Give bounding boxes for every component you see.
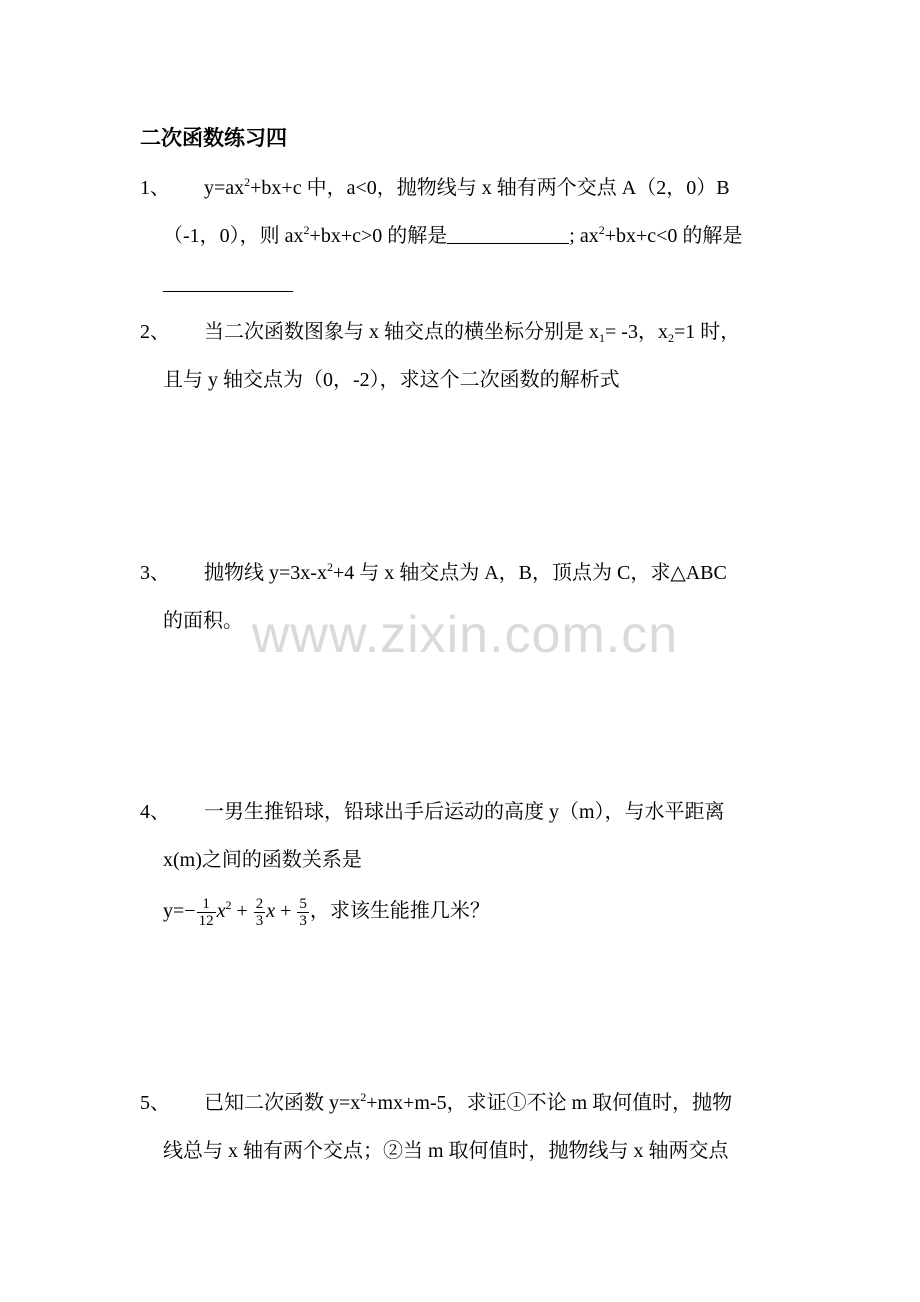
question-5-number: 5、 (140, 1092, 170, 1114)
page-title: 二次函数练习四 (140, 126, 287, 150)
question-3-line-1: 抛物线 $y=3x-x^2+4$ 与 x 轴交点为 A，B，顶点为 C，求△ABC (204, 560, 727, 584)
answer-blank-1[interactable] (447, 225, 569, 244)
answer-blank-2[interactable] (163, 273, 293, 292)
question-1-line-2: （-1，0），则 $ax^2+bx+c>0$ 的解是 ; $ax^2+bx+c<0$ 的解是 (163, 223, 743, 247)
question-5-line-2: 线总与 x 轴有两个交点；②当 m 取何值时，抛物线与 x 轴两交点 (163, 1140, 729, 1162)
question-3-number: 3、 (140, 562, 170, 584)
watermark: www.zixin.com.cn (251, 606, 679, 664)
question-4-line-1: 一男生推铅球，铅球出手后运动的高度 y（m），与水平距离 (204, 801, 725, 823)
question-4-number: 4、 (140, 801, 170, 823)
fraction-5-3: $\frac{5}{3}$ (299, 895, 307, 929)
question-2-line-2: 且与 y 轴交点为（0，-2），求这个二次函数的解析式 (163, 369, 620, 391)
question-1-line-1: $y=ax^2+bx+c$ 中，a<0，抛物线与 x 轴有两个交点 A（2，0）B (204, 175, 730, 199)
fraction-2-3: $\frac{2}{3}$ (255, 895, 264, 929)
question-1-line-3 (163, 272, 293, 296)
question-4-formula-line: y=− $\frac{1}{12}$ $x^2$ + $\frac{2}{3}$ x + $\frac{5}{3}$ ，求该生能推几米？ (163, 895, 490, 929)
question-2-number: 2、 (140, 321, 170, 343)
question-4-line-2: x(m)之间的函数关系是 (163, 849, 362, 871)
question-1-number: 1、 (140, 177, 170, 199)
fraction-1-12: $\frac{1}{12}$ (198, 895, 214, 929)
question-2-line-1: 当二次函数图象与 x 轴交点的横坐标分别是 $x_1= -3$，$x_2=1$ 时， (204, 321, 741, 345)
question-3-line-2: 的面积。 (163, 610, 243, 632)
question-5-line-1: 已知二次函数 $y=x^2+mx+m-5$，求证①不论 m 取何值时，抛物 (204, 1090, 733, 1114)
